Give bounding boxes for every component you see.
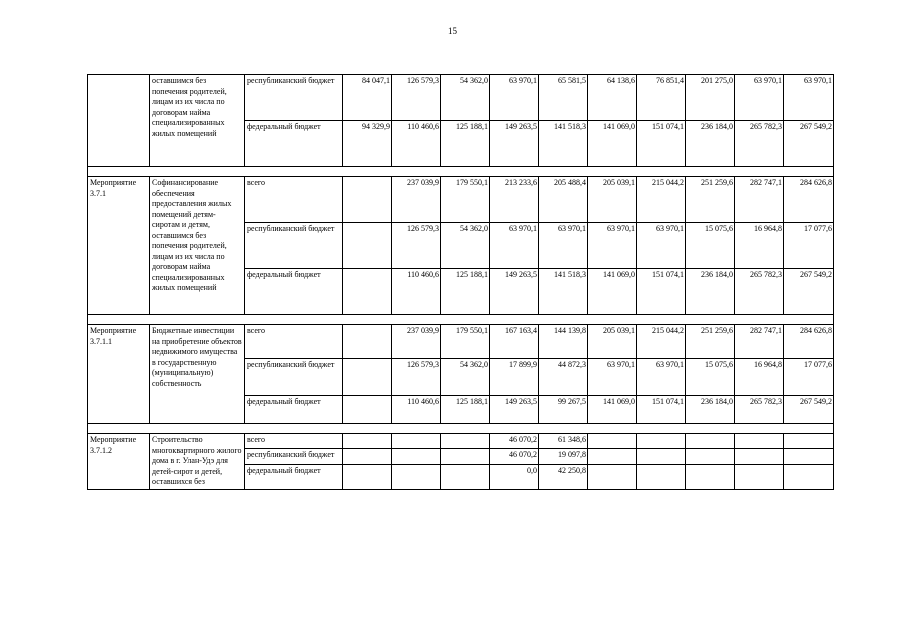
value-cell: 17 077,6 <box>784 359 834 396</box>
value-cell: 144 139,8 <box>539 325 588 359</box>
value-cell <box>392 434 441 449</box>
measure-description: оставшимся без попечения родителей, лицам из их числа по договорам найма специализированных жилых помещений <box>150 75 245 167</box>
value-cell: 151 074,1 <box>637 121 686 167</box>
value-cell <box>343 449 392 464</box>
value-cell: 125 188,1 <box>441 121 490 167</box>
value-cell: 63 970,1 <box>784 75 834 121</box>
value-cell: 110 460,6 <box>392 269 441 315</box>
value-cell <box>343 359 392 396</box>
value-cell: 267 549,2 <box>784 121 834 167</box>
value-cell: 63 970,1 <box>588 359 637 396</box>
table-row <box>88 434 834 449</box>
funding-source: республиканский бюджет <box>245 449 343 464</box>
value-cell <box>686 464 735 489</box>
funding-source: всего <box>245 325 343 359</box>
funding-source: федеральный бюджет <box>245 464 343 489</box>
value-cell: 16 964,8 <box>735 223 784 269</box>
value-cell <box>441 449 490 464</box>
value-cell <box>637 464 686 489</box>
value-cell <box>588 464 637 489</box>
value-cell: 265 782,3 <box>735 121 784 167</box>
value-cell: 54 362,0 <box>441 75 490 121</box>
value-cell <box>343 396 392 424</box>
table-row <box>88 75 834 121</box>
value-cell <box>343 269 392 315</box>
value-cell <box>686 449 735 464</box>
value-cell <box>392 449 441 464</box>
value-cell: 205 039,1 <box>588 325 637 359</box>
value-cell: 141 069,0 <box>588 121 637 167</box>
value-cell: 149 263,5 <box>490 396 539 424</box>
value-cell: 251 259,6 <box>686 325 735 359</box>
value-cell: 265 782,3 <box>735 269 784 315</box>
value-cell: 141 069,0 <box>588 269 637 315</box>
value-cell <box>784 434 834 449</box>
value-cell: 141 518,3 <box>539 121 588 167</box>
value-cell: 205 488,4 <box>539 177 588 223</box>
value-cell: 141 069,0 <box>588 396 637 424</box>
table-body <box>88 75 834 490</box>
value-cell <box>735 449 784 464</box>
value-cell: 205 039,1 <box>588 177 637 223</box>
value-cell: 61 348,6 <box>539 434 588 449</box>
value-cell: 125 188,1 <box>441 269 490 315</box>
value-cell <box>343 177 392 223</box>
spacer-row <box>88 315 834 325</box>
value-cell: 151 074,1 <box>637 269 686 315</box>
value-cell <box>735 434 784 449</box>
value-cell: 63 970,1 <box>490 75 539 121</box>
measure-description: Бюджетные инвестиции на приобретение объектов недвижимого имущества в государственную (муниципальную) собственность <box>150 325 245 424</box>
funding-source: федеральный бюджет <box>245 121 343 167</box>
value-cell: 46 070,2 <box>490 434 539 449</box>
value-cell: 126 579,3 <box>392 359 441 396</box>
value-cell: 0,0 <box>490 464 539 489</box>
value-cell: 236 184,0 <box>686 121 735 167</box>
value-cell <box>637 434 686 449</box>
value-cell <box>343 325 392 359</box>
value-cell: 282 747,1 <box>735 325 784 359</box>
value-cell: 63 970,1 <box>588 223 637 269</box>
measure-description: Строительство многоквартирного жилого дома в г. Улан-Удэ для детей-сирот и детей, оставшихся без <box>150 434 245 490</box>
spacer-cell <box>88 315 834 325</box>
value-cell <box>784 449 834 464</box>
value-cell <box>343 434 392 449</box>
value-cell: 282 747,1 <box>735 177 784 223</box>
funding-source: республиканский бюджет <box>245 75 343 121</box>
value-cell: 215 044,2 <box>637 177 686 223</box>
value-cell <box>588 449 637 464</box>
value-cell: 267 549,2 <box>784 269 834 315</box>
value-cell <box>441 434 490 449</box>
value-cell: 215 044,2 <box>637 325 686 359</box>
value-cell: 44 872,3 <box>539 359 588 396</box>
value-cell: 126 579,3 <box>392 223 441 269</box>
measure-label <box>88 75 150 167</box>
value-cell: 15 075,6 <box>686 359 735 396</box>
value-cell: 76 851,4 <box>637 75 686 121</box>
measure-label: Мероприятие 3.7.1.1 <box>88 325 150 424</box>
value-cell: 17 899,9 <box>490 359 539 396</box>
value-cell: 63 970,1 <box>637 223 686 269</box>
value-cell <box>441 464 490 489</box>
value-cell: 54 362,0 <box>441 359 490 396</box>
budget-table <box>87 74 834 490</box>
value-cell <box>637 449 686 464</box>
value-cell: 110 460,6 <box>392 121 441 167</box>
value-cell: 63 970,1 <box>637 359 686 396</box>
value-cell: 284 626,8 <box>784 325 834 359</box>
value-cell: 84 047,1 <box>343 75 392 121</box>
value-cell: 46 070,2 <box>490 449 539 464</box>
value-cell <box>784 464 834 489</box>
funding-source: республиканский бюджет <box>245 223 343 269</box>
value-cell: 251 259,6 <box>686 177 735 223</box>
value-cell: 236 184,0 <box>686 396 735 424</box>
value-cell: 149 263,5 <box>490 269 539 315</box>
value-cell: 179 550,1 <box>441 325 490 359</box>
value-cell <box>588 434 637 449</box>
value-cell: 267 549,2 <box>784 396 834 424</box>
value-cell: 94 329,9 <box>343 121 392 167</box>
value-cell: 63 970,1 <box>735 75 784 121</box>
value-cell: 201 275,0 <box>686 75 735 121</box>
funding-source: федеральный бюджет <box>245 269 343 315</box>
value-cell: 54 362,0 <box>441 223 490 269</box>
measure-description: Софинансирование обеспечения предоставления жилых помещений детям-сиротам и детям, оставшимся без попечения родителей, лицам из их числа по договорам найма специализированных жилых помещений <box>150 177 245 315</box>
value-cell <box>392 464 441 489</box>
funding-source: всего <box>245 434 343 449</box>
spacer-row <box>88 424 834 434</box>
value-cell: 110 460,6 <box>392 396 441 424</box>
value-cell: 179 550,1 <box>441 177 490 223</box>
funding-source: республиканский бюджет <box>245 359 343 396</box>
value-cell: 265 782,3 <box>735 396 784 424</box>
page-number: 15 <box>448 26 457 36</box>
measure-label: Мероприятие 3.7.1.2 <box>88 434 150 490</box>
value-cell: 125 188,1 <box>441 396 490 424</box>
value-cell: 63 970,1 <box>539 223 588 269</box>
value-cell: 16 964,8 <box>735 359 784 396</box>
value-cell: 15 075,6 <box>686 223 735 269</box>
value-cell: 64 138,6 <box>588 75 637 121</box>
spacer-cell <box>88 424 834 434</box>
measure-label: Мероприятие 3.7.1 <box>88 177 150 315</box>
value-cell <box>686 434 735 449</box>
value-cell: 237 039,9 <box>392 325 441 359</box>
value-cell: 126 579,3 <box>392 75 441 121</box>
value-cell: 237 039,9 <box>392 177 441 223</box>
value-cell: 65 581,5 <box>539 75 588 121</box>
table-row <box>88 177 834 223</box>
value-cell <box>735 464 784 489</box>
value-cell <box>343 464 392 489</box>
value-cell: 19 097,8 <box>539 449 588 464</box>
value-cell: 149 263,5 <box>490 121 539 167</box>
value-cell: 167 163,4 <box>490 325 539 359</box>
funding-source: федеральный бюджет <box>245 396 343 424</box>
value-cell: 236 184,0 <box>686 269 735 315</box>
spacer-cell <box>88 167 834 177</box>
value-cell <box>343 223 392 269</box>
value-cell: 99 267,5 <box>539 396 588 424</box>
funding-source: всего <box>245 177 343 223</box>
value-cell: 284 626,8 <box>784 177 834 223</box>
value-cell: 151 074,1 <box>637 396 686 424</box>
spacer-row <box>88 167 834 177</box>
value-cell: 17 077,6 <box>784 223 834 269</box>
value-cell: 213 233,6 <box>490 177 539 223</box>
table-row <box>88 325 834 359</box>
value-cell: 42 250,8 <box>539 464 588 489</box>
value-cell: 141 518,3 <box>539 269 588 315</box>
value-cell: 63 970,1 <box>490 223 539 269</box>
